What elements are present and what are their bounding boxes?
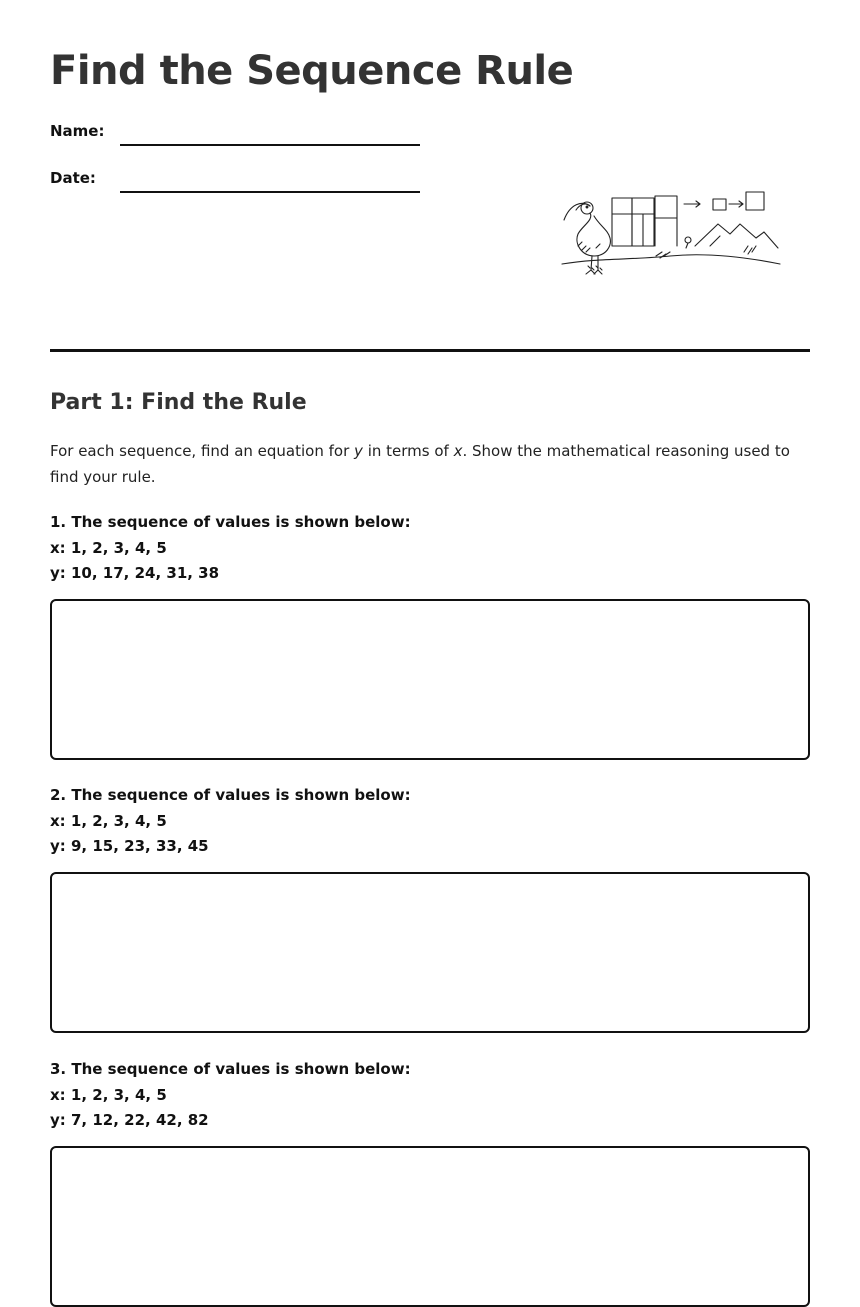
problem-y-values: y: 10, 17, 24, 31, 38 — [50, 564, 220, 582]
problem-prompt: 1. The sequence of values is shown below: — [50, 513, 411, 531]
name-label: Name: — [50, 122, 105, 140]
problem-1 — [50, 510, 810, 587]
problem-2 — [50, 783, 810, 860]
worksheet-title: Find the Sequence Rule — [50, 48, 574, 94]
date-field — [50, 169, 430, 199]
problem-prompt: 2. The sequence of values is shown below: — [50, 786, 411, 804]
problem-y-values: y: 7, 12, 22, 42, 82 — [50, 1111, 209, 1129]
variable-x: x — [453, 442, 463, 460]
name-field — [50, 122, 430, 152]
problem-x-values: x: 1, 2, 3, 4, 5 — [50, 1085, 167, 1104]
instructions-text-end: . Show the mathematical reasoning used to find your rule. — [50, 442, 790, 486]
problem-x-values: x: 1, 2, 3, 4, 5 — [50, 538, 167, 557]
instructions-text-start: For each sequence, find an equation for — [50, 442, 355, 460]
part1-heading: Part 1: Find the Rule — [50, 390, 307, 415]
date-label: Date: — [50, 169, 96, 187]
answer-box-1[interactable] — [50, 599, 810, 760]
problem-prompt: 3. The sequence of values is shown below: — [50, 1060, 411, 1078]
date-write-line[interactable] — [120, 191, 420, 193]
part1-instructions — [50, 438, 810, 490]
answer-box-3[interactable] — [50, 1146, 810, 1307]
problem-x-values: x: 1, 2, 3, 4, 5 — [50, 811, 167, 830]
problem-3 — [50, 1057, 810, 1134]
instructions-text-middle: in terms of — [362, 442, 454, 460]
name-write-line[interactable] — [120, 144, 420, 146]
variable-y: y — [354, 442, 363, 460]
answer-box-2[interactable] — [50, 872, 810, 1033]
bird-sequence-illustration-icon — [560, 186, 785, 284]
section-divider — [50, 349, 810, 352]
problem-y-values: y: 9, 15, 23, 33, 45 — [50, 837, 209, 855]
